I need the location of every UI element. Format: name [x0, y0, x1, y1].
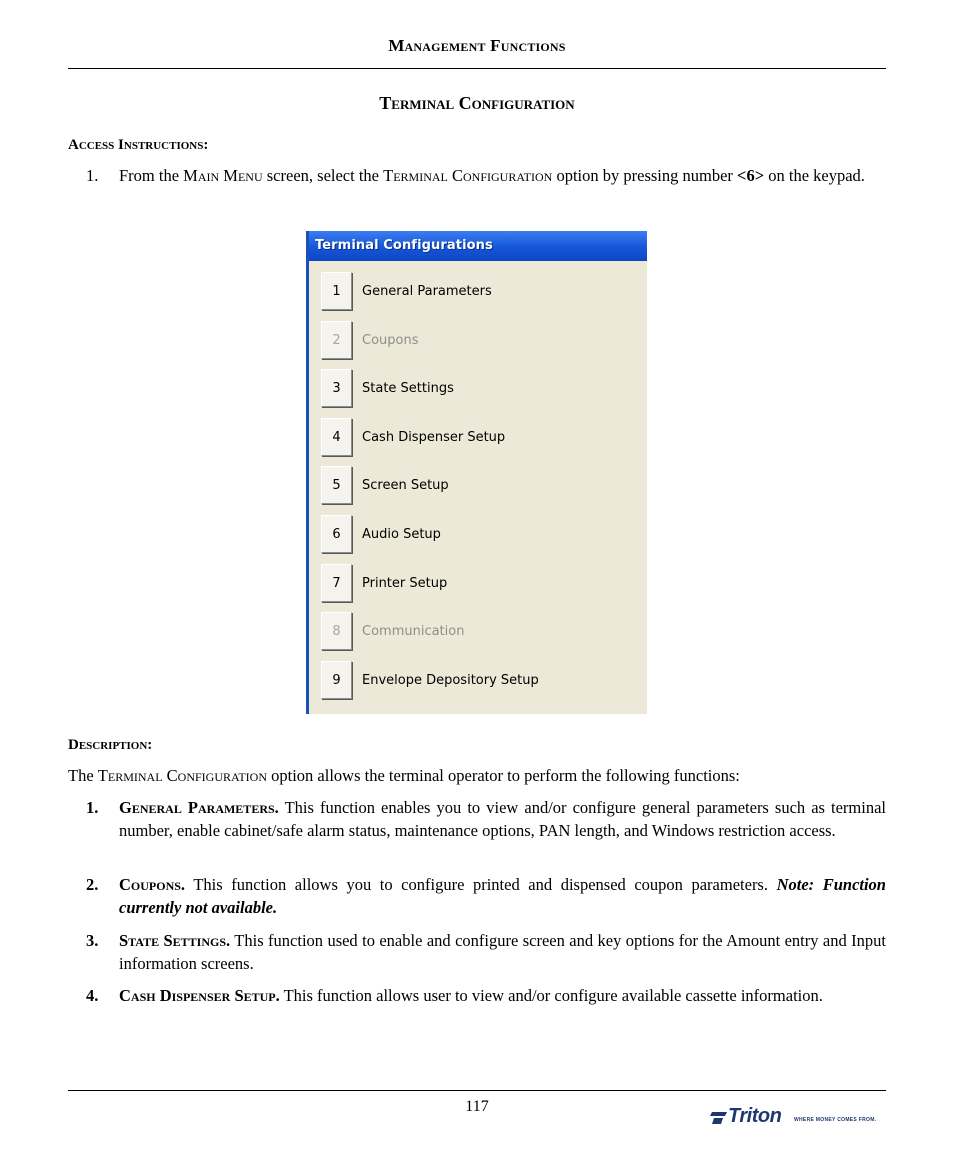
function-number: 2.: [86, 875, 99, 894]
function-text: [119, 873, 886, 919]
section-title: Terminal Configuration: [379, 93, 575, 113]
step-text-part: on the keypad.: [764, 166, 865, 185]
logo-wordmark: Triton: [728, 1105, 782, 1127]
menu-key-button: 8: [321, 612, 352, 650]
menu-key-button[interactable]: 5: [321, 466, 352, 504]
menu-key-button[interactable]: 6: [321, 515, 352, 553]
menu-key-button: 2: [321, 321, 352, 359]
function-name: Coupons.: [119, 875, 186, 894]
function-name: Cash Dispenser Setup.: [119, 986, 280, 1005]
menu-item-envelope-depository-setup[interactable]: [321, 661, 641, 701]
triton-logo: [710, 1105, 880, 1130]
function-description: This function allows user to view and/or configure available cassette information.: [283, 986, 823, 1005]
menu-item-general-parameters[interactable]: [321, 272, 641, 312]
menu-item-label: Printer Setup: [362, 575, 448, 591]
keypad-number: <6>: [737, 166, 765, 185]
function-description: This function allows you to configure printed and dispensed coupon parameters.: [193, 875, 768, 894]
function-text: [119, 796, 886, 842]
menu-item-screen-setup[interactable]: [321, 466, 641, 506]
menu-key-button[interactable]: 3: [321, 369, 352, 407]
function-number: 1.: [86, 798, 99, 817]
terminal-configuration-term: Terminal Configuration: [97, 766, 267, 785]
menu-item-label: General Parameters: [362, 284, 492, 299]
function-name: General Parameters.: [119, 798, 279, 817]
menu-item-label: Envelope Depository Setup: [362, 672, 539, 688]
function-description: This function enables you to view and/or configure general parameters such as terminal number, enable cabinet/safe alarm status, maintenance options, PAN length, and Windows restriction access.: [119, 798, 887, 840]
description-intro: [68, 764, 886, 787]
menu-item-label: Communication: [362, 624, 465, 640]
menu-item-label: Screen Setup: [362, 478, 449, 494]
menu-item-label: Audio Setup: [362, 527, 441, 542]
intro-part: option allows the terminal operator to perform the following functions:: [267, 766, 740, 785]
menu-item-printer-setup[interactable]: [321, 564, 641, 604]
menu-key-button[interactable]: 9: [321, 661, 352, 699]
menu-item-label: Coupons: [362, 332, 419, 348]
intro-part: The: [68, 766, 98, 785]
access-instructions-heading: Access Instructions:: [68, 137, 209, 153]
function-description: This function used to enable and configure screen and key options for the Amount entry and Input information screens.: [119, 931, 887, 973]
main-menu-term: Main Menu: [183, 166, 263, 185]
menu-item-coupons: [321, 321, 641, 361]
footer-rule: [68, 1090, 886, 1091]
step-text-part: screen, select the: [262, 166, 384, 185]
step-number: 1.: [86, 166, 99, 185]
function-name: State Settings.: [119, 931, 231, 950]
step-text-part: From the: [119, 166, 184, 185]
menu-item-communication: [321, 612, 641, 652]
terminal-configurations-window: [306, 231, 647, 714]
menu-item-label: State Settings: [362, 381, 454, 397]
function-text: [119, 929, 886, 975]
step-text: [119, 164, 886, 187]
header-rule: [68, 68, 886, 69]
menu-key-button[interactable]: 7: [321, 564, 352, 602]
function-number: 4.: [86, 986, 99, 1005]
terminal-configuration-term: Terminal Configuration: [383, 166, 553, 185]
window-title: Terminal Configurations: [309, 231, 647, 261]
function-note: Note: Function currently not available.: [119, 875, 886, 917]
menu-item-label: Cash Dispenser Setup: [362, 429, 506, 445]
running-header: Management Functions: [388, 36, 566, 55]
step-text-part: option by pressing number: [552, 166, 738, 185]
function-number: 3.: [86, 931, 99, 950]
menu-key-button[interactable]: 4: [321, 418, 352, 456]
menu-key-button[interactable]: 1: [321, 272, 352, 310]
function-text: [119, 984, 886, 1007]
logo-tagline: WHERE MONEY COMES FROM.: [794, 1117, 877, 1123]
description-heading: Description:: [68, 737, 153, 753]
menu-item-state-settings[interactable]: [321, 369, 641, 409]
page-number: 117: [465, 1098, 489, 1115]
menu-item-cash-dispenser-setup[interactable]: [321, 418, 641, 458]
triton-logo-icon: [710, 1110, 728, 1126]
menu-item-audio-setup[interactable]: [321, 515, 641, 555]
